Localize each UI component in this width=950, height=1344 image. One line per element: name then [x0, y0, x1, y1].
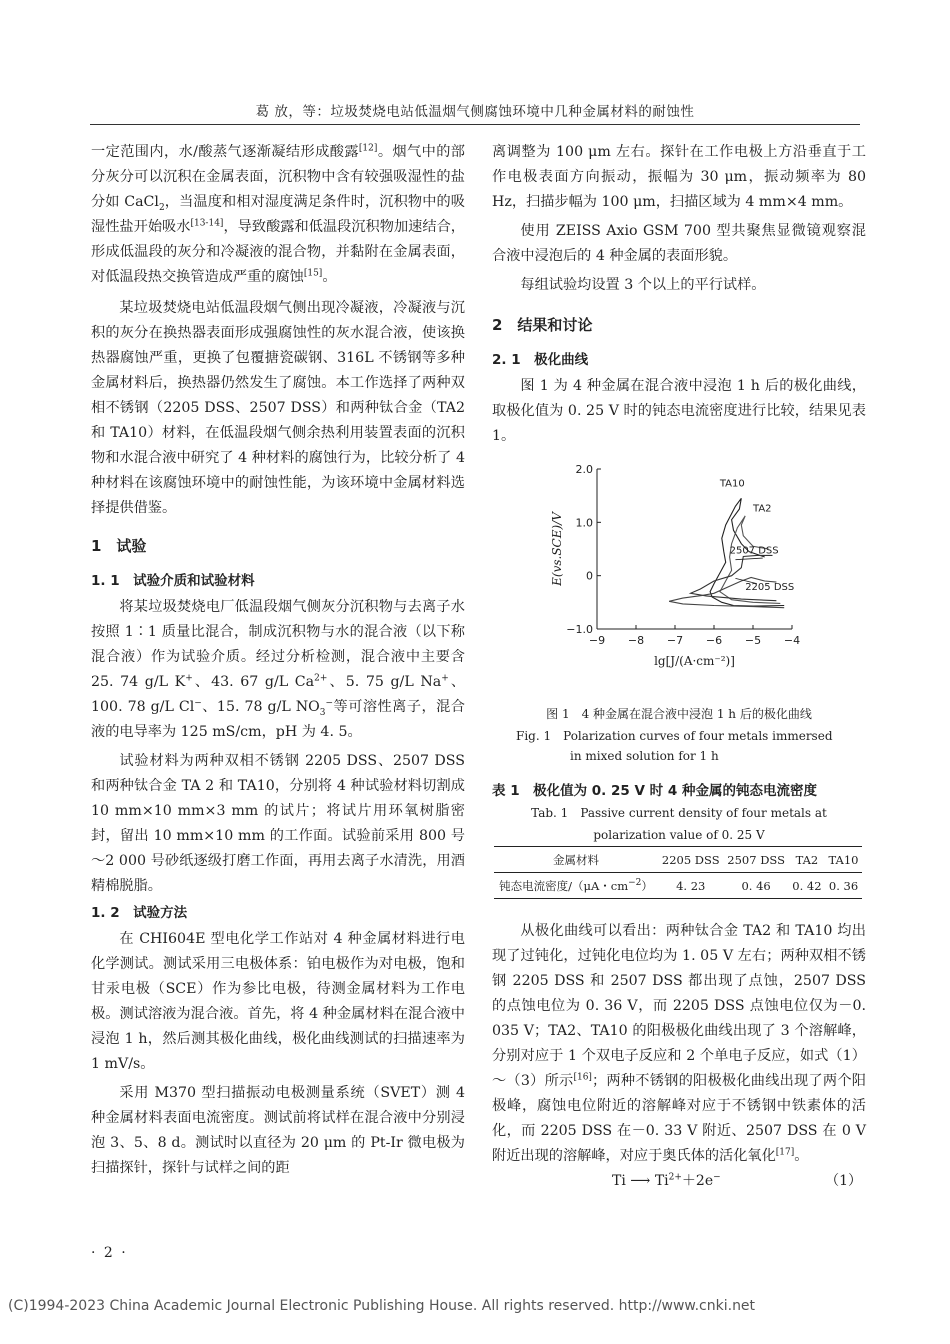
figure-caption-en: Fig. 1 Polarization curves of four metals immersed in mixed solution for 1 h	[516, 729, 833, 763]
paragraph-background: 某垃圾焚烧电站低温段烟气侧出现冷凝液，冷凝液与沉积的灰分在换热器表面形成强腐蚀性的灰水混合液，使该换热器腐蚀严重，更换了包覆搪瓷碳钢、316L 不锈钢等多种金属材料后，换热器仍然发生了腐蚀。本工作选择了两种双相不锈钢（2205 DSS、2507 DSS）和两种钛合金（TA2 和 TA10）材料，在低温段烟气侧余热利用装置表面的沉积物和水混合液中研究了 4 种材料的腐蚀行为，比较分析了 4 种材料在该腐蚀环境中的耐蚀性能，为该环境中金属材料选择提供借鉴。	[91, 300, 465, 516]
right-column	[492, 140, 866, 1193]
y-axis-label: E(vs.SCE)/V	[550, 512, 564, 586]
table-header-cell: 2205 DSS	[661, 852, 720, 867]
series-line-2507-dss	[691, 555, 777, 600]
table-header-cell: 2507 DSS	[727, 852, 785, 867]
table-1-passive-current	[494, 846, 862, 899]
table-title-en-line1: Tab. 1 Passive current density of four metals at	[531, 806, 827, 820]
left-column	[91, 140, 465, 1181]
series-label: TA2	[753, 503, 772, 515]
leader-line	[735, 558, 762, 560]
x-tick-label: −4	[783, 634, 801, 647]
paragraph-parallel-samples: 每组试验均设置 3 个以上的平行试样。	[520, 277, 766, 293]
table-cell: 0. 46	[741, 878, 771, 893]
series-label: 2205 DSS	[745, 582, 795, 594]
paragraph-svet: 采用 M370 型扫描振动电极测量系统（SVET）测 4 种金属材料表面电流密度。测试前将试样在混合液中分别浸泡 3、5、8 d。测试时以直径为 20 μm 的 Pt-Ir 微电极为扫描探针，探针与试样之间的距	[91, 1085, 465, 1176]
paragraph-intro-continued: 一定范围内，水/酸蒸气逐渐凝结形成酸露[12]。烟气中的部分灰分可以沉积在金属表面，沉积物中含有较强吸湿性的盐分如 CaCl$_2$，当温度和相对湿度满足条件时，沉积物中的吸湿性盐开始吸水[13-14]，导致酸露和低温段沉积物加速结合，形成低温段的灰分和冷凝液的混合物，并黏附在金属表面，对低温段热交换管造成严重的腐蚀[15]。	[91, 143, 465, 285]
equation-1: Ti ⟶ $Ti^{2+}+2e^-$ （1）	[492, 1169, 866, 1193]
subsection-heading-polarization: 2. 1 极化曲线	[492, 352, 589, 368]
paragraph-discussion: 从极化曲线可以看出：两种钛合金 TA2 和 TA10 均出现了过钝化，过钝化电位均为 1. 05 V 左右；两种双相不锈钢 2205 DSS 和 2507 DSS 都出现了点蚀，2507 DSS 的点蚀电位为 0. 36 V，而 2205 DSS 点蚀电位仅为－0. 035 V；TA2、TA10 的阳极极化曲线出现了 3 个溶解峰，分别对应于 1 个双电子反应和 2 个单电子反应，如式（1）～（3）所示[16]；两种不锈钢的阳极极化曲线出现了两个阳极峰，腐蚀电位附近的溶解峰对应于不锈钢中铁素体的活化，而 2205 DSS 在－0. 33 V 附近、2507 DSS 在 0 V 附近出现的溶解峰，对应于奥氏体的活化氧化[17]。	[492, 923, 866, 1164]
figure-caption-cn: 图 1 4 种金属在混合液中浸泡 1 h 后的极化曲线	[546, 707, 812, 721]
x-tick-label: −6	[705, 634, 723, 647]
x-tick-label: −9	[588, 634, 606, 647]
table-header-cell: TA2	[795, 852, 819, 867]
subsection-heading-materials: 1. 1 试验介质和试验材料	[91, 573, 255, 589]
table-header-cell: 金属材料	[553, 852, 600, 867]
table-cell: 0. 42	[792, 878, 822, 893]
table-cell: 0. 36	[828, 878, 859, 893]
paragraph-svet-continued: 离调整为 100 μm 左右。探针在工作电极上方沿垂直于工作电极表面方向振动，振幅为 30 μm，振动频率为 80 Hz，扫描步幅为 100 μm，扫描区域为 4 mm×4 mm。	[492, 144, 866, 210]
citation: [13-14]	[190, 218, 224, 229]
y-tick-label: 0	[586, 569, 593, 583]
series-label: 2507 DSS	[729, 545, 779, 557]
header-rule	[90, 124, 860, 125]
y-tick-label: 2.0	[575, 463, 593, 476]
table-title-en-line2: polarization value of 0. 25 V	[593, 828, 765, 842]
copyright-notice: (C)1994-2023 China Academic Journal Electronic Publishing House. All rights reserved. http://www.cnki.net	[8, 1298, 756, 1314]
x-tick-label: −7	[666, 634, 684, 647]
table-header-row	[494, 847, 862, 873]
table-cell: 4. 23	[676, 878, 706, 893]
reaction-arrow-icon: ⟶	[630, 1173, 651, 1189]
citation: [17]	[775, 1147, 795, 1158]
paragraph-figure-intro: 图 1 为 4 种金属在混合液中浸泡 1 h 后的极化曲线，取极化值为 0. 25 V 时的钝态电流密度进行比较，结果见表 1。	[492, 378, 866, 444]
paragraph-electrochemical-test: 在 CHI604E 型电化学工作站对 4 种金属材料进行电化学测试。测试采用三电极体系：铂电极作为对电极，饱和甘汞电极（SCE）作为参比电极，待测金属材料为工作电极。测试溶液为混合液。首先，将 4 种金属材料在混合液中浸泡 1 h，然后测其极化曲线，极化曲线测试的扫描速率为 1 mV/s。	[91, 931, 465, 1072]
subsection-heading-methods: 1. 2 试验方法	[91, 905, 188, 921]
section-heading-experiment: 1 试验	[91, 537, 147, 555]
page-number: · 2 ·	[91, 1245, 128, 1261]
x-tick-label: −5	[744, 634, 762, 647]
table-header-cell: TA10	[828, 852, 859, 867]
running-head: 葛 放，等：垃圾焚烧电站低温烟气侧腐蚀环境中几种金属材料的耐蚀性	[255, 104, 695, 120]
paragraph-microscope: 使用 ZEISS Axio GSM 700 型共聚焦显微镜观察混合液中浸泡后的 4 种金属的表面形貌。	[492, 223, 866, 264]
series-label: TA10	[719, 478, 745, 490]
x-axis-label: lg[J/(A·cm⁻²)]	[654, 654, 735, 668]
citation: [12]	[358, 143, 378, 154]
y-tick-label: −1.0	[566, 623, 593, 636]
polarization-curve-plot	[492, 459, 866, 703]
citation: [15]	[303, 268, 323, 279]
figure-1-polarization-chart	[492, 459, 866, 703]
section-heading-results: 2 结果和讨论	[492, 316, 593, 334]
paragraph-medium: 将某垃圾焚烧电厂低温段烟气侧灰分沉积物与去离子水按照 1∶1 质量比混合，制成沉积物与水的混合液（以下称混合液）作为试验介质。经过分析检测，混合液中主要含 25. 74 g/L K+、43. 67 g/L $Ca^{2+}$、5. 75 g/L Na+、100. 78 g/L Cl−、15. 78 g/L $NO_3^-$等可溶性离子，混合液的电导率为 125 mS/cm，pH 为 4. 5。	[91, 599, 466, 740]
table-title-cn: 表 1 极化值为 0. 25 V 时 4 种金属的钝态电流密度	[492, 783, 817, 799]
y-tick-label: 1.0	[575, 516, 593, 530]
equation-number: （1）	[825, 1173, 862, 1189]
table-row	[494, 873, 862, 899]
table-row-label: 钝态电流密度/（μA・$cm^{-2}$）	[499, 877, 653, 893]
citation: [16]	[573, 1072, 592, 1083]
paragraph-materials: 试验材料为两种双相不锈钢 2205 DSS、2507 DSS 和两种钛合金 TA 2 和 TA10，分别将 4 种试验材料切割成 10 mm×10 mm×3 mm 的试片；将试片用环氧树脂密封，留出 10 mm×10 mm 的工作面。试验前采用 800 号～2 000 号砂纸逐级打磨工作面，再用去离子水清洗，用酒精棉脱脂。	[91, 753, 465, 894]
x-tick-label: −8	[627, 634, 645, 647]
